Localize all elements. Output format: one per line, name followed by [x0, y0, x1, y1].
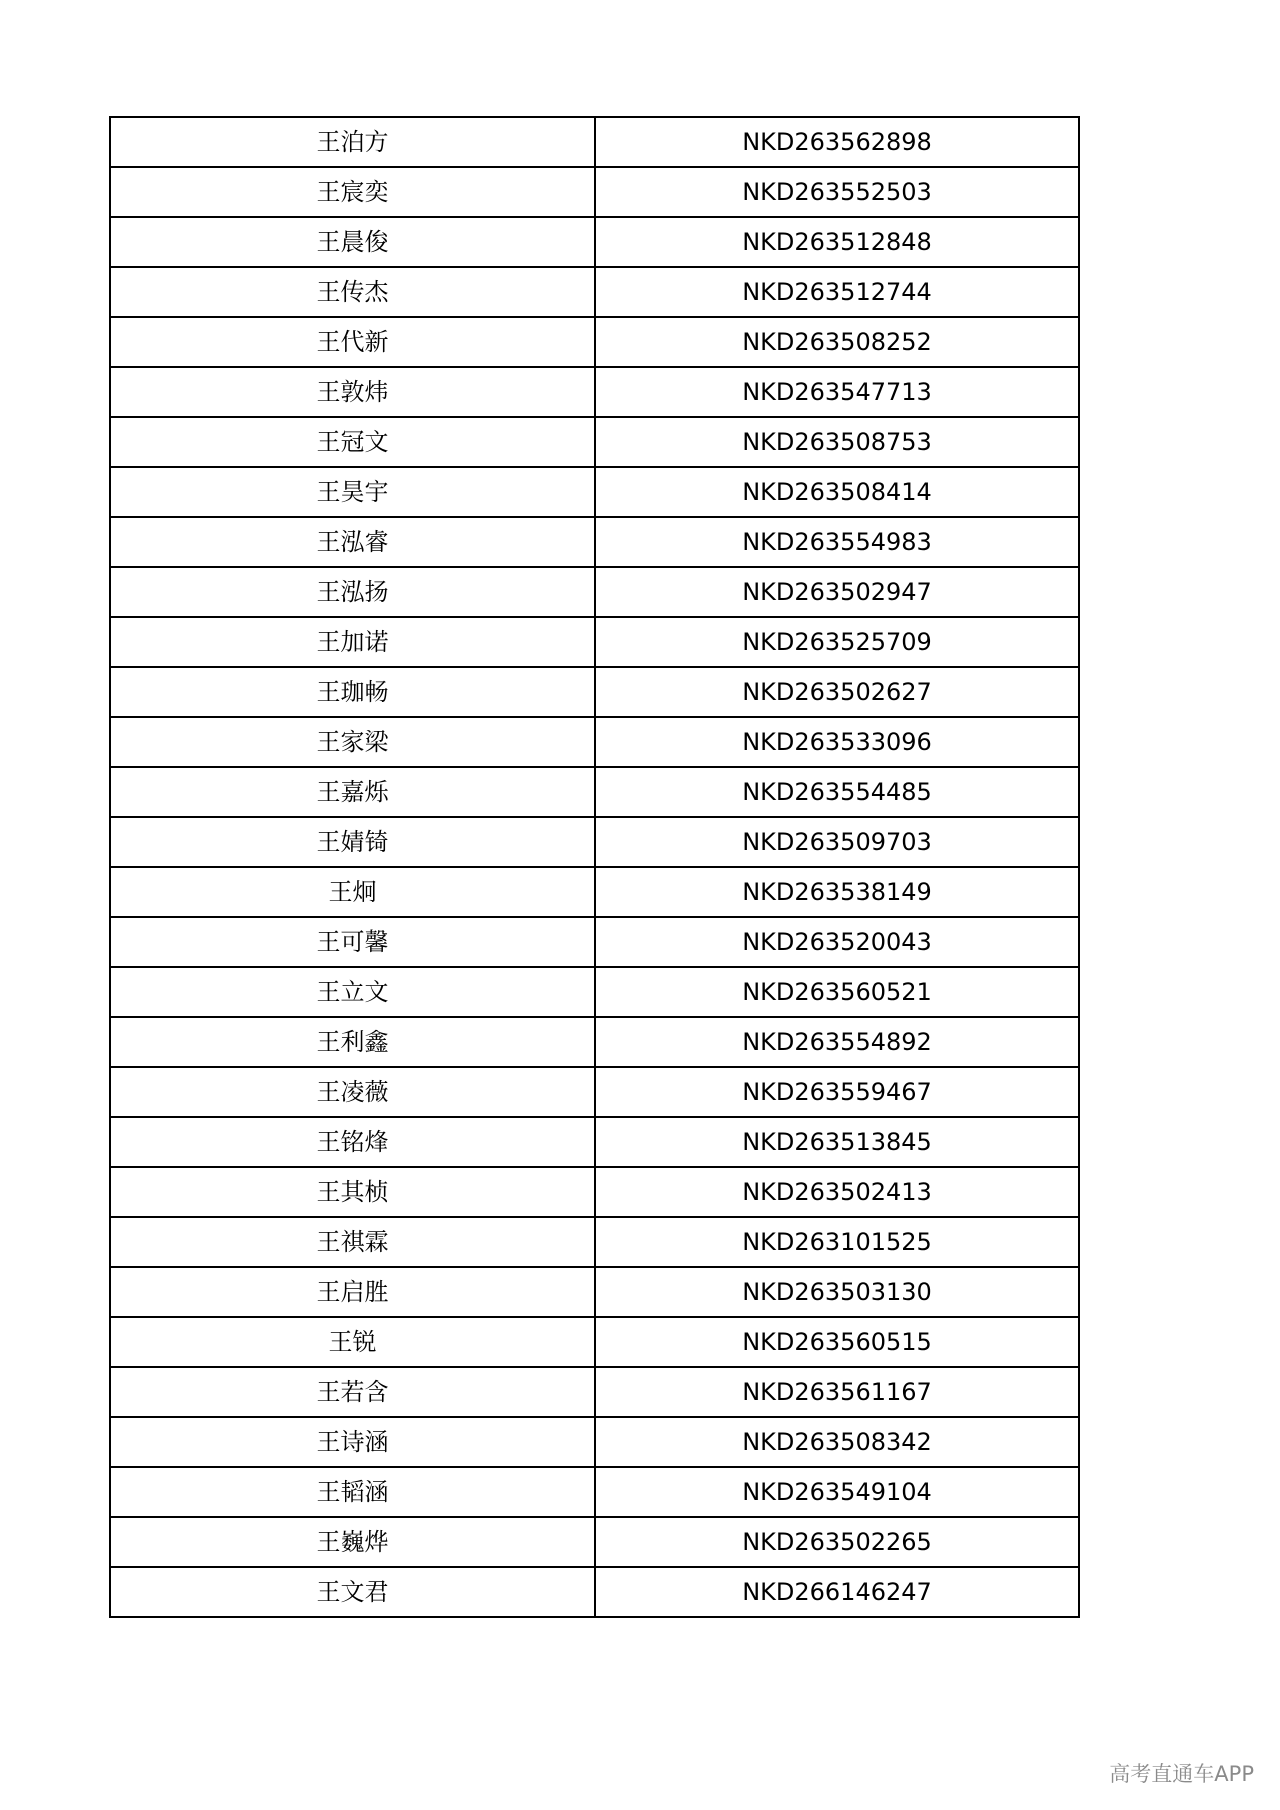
id-cell: NKD263554485 [595, 767, 1079, 817]
table-row [110, 467, 1079, 517]
id-cell: NKD263508753 [595, 417, 1079, 467]
table-row [110, 267, 1079, 317]
name-cell: 王晨俊 [110, 217, 595, 267]
id-cell: NKD263508414 [595, 467, 1079, 517]
id-cell: NKD263554892 [595, 1017, 1079, 1067]
name-cell: 王家梁 [110, 717, 595, 767]
id-cell: NKD263547713 [595, 367, 1079, 417]
id-cell: NKD263509703 [595, 817, 1079, 867]
name-cell: 王敦炜 [110, 367, 595, 417]
name-cell: 王文君 [110, 1567, 595, 1617]
table-row [110, 1167, 1079, 1217]
id-cell: NKD263508342 [595, 1417, 1079, 1467]
roster-table [109, 116, 1080, 1618]
table-row [110, 867, 1079, 917]
table-row [110, 967, 1079, 1017]
id-cell: NKD263512744 [595, 267, 1079, 317]
id-cell: NKD266146247 [595, 1567, 1079, 1617]
table-row [110, 1567, 1079, 1617]
table-row [110, 367, 1079, 417]
id-cell: NKD263560521 [595, 967, 1079, 1017]
table-row [110, 617, 1079, 667]
table-row [110, 517, 1079, 567]
id-cell: NKD263520043 [595, 917, 1079, 967]
id-cell: NKD263502265 [595, 1517, 1079, 1567]
table-row [110, 1317, 1079, 1367]
name-cell: 王韬涵 [110, 1467, 595, 1517]
id-cell: NKD263502627 [595, 667, 1079, 717]
id-cell: NKD263552503 [595, 167, 1079, 217]
id-cell: NKD263502947 [595, 567, 1079, 617]
name-cell: 王诗涵 [110, 1417, 595, 1467]
name-cell: 王嘉烁 [110, 767, 595, 817]
table-row [110, 1367, 1079, 1417]
id-cell: NKD263561167 [595, 1367, 1079, 1417]
id-cell: NKD263502413 [595, 1167, 1079, 1217]
name-cell: 王昊宇 [110, 467, 595, 517]
table-row [110, 917, 1079, 967]
table-row [110, 167, 1079, 217]
name-cell: 王祺霖 [110, 1217, 595, 1267]
name-cell: 王泊方 [110, 117, 595, 167]
id-cell: NKD263560515 [595, 1317, 1079, 1367]
id-cell: NKD263513845 [595, 1117, 1079, 1167]
table-row [110, 1267, 1079, 1317]
table-row [110, 417, 1079, 467]
table-row [110, 317, 1079, 367]
table-row [110, 667, 1079, 717]
watermark: 高考直通车APP [1109, 1762, 1254, 1786]
name-cell: 王利鑫 [110, 1017, 595, 1067]
table-row [110, 717, 1079, 767]
name-cell: 王其桢 [110, 1167, 595, 1217]
name-cell: 王立文 [110, 967, 595, 1017]
table-row [110, 1467, 1079, 1517]
id-cell: NKD263525709 [595, 617, 1079, 667]
name-cell: 王珈畅 [110, 667, 595, 717]
table-row [110, 567, 1079, 617]
name-cell: 王泓扬 [110, 567, 595, 617]
id-cell: NKD263554983 [595, 517, 1079, 567]
name-cell: 王婧锜 [110, 817, 595, 867]
name-cell: 王炯 [110, 867, 595, 917]
table-row [110, 1017, 1079, 1067]
table-row [110, 1117, 1079, 1167]
id-cell: NKD263538149 [595, 867, 1079, 917]
name-cell: 王加诺 [110, 617, 595, 667]
name-cell: 王宸奕 [110, 167, 595, 217]
id-cell: NKD263559467 [595, 1067, 1079, 1117]
id-cell: NKD263508252 [595, 317, 1079, 367]
table-row [110, 767, 1079, 817]
table-row [110, 1517, 1079, 1567]
table-row [110, 817, 1079, 867]
name-cell: 王可馨 [110, 917, 595, 967]
name-cell: 王泓睿 [110, 517, 595, 567]
roster-body [110, 117, 1079, 1617]
table-row [110, 217, 1079, 267]
id-cell: NKD263503130 [595, 1267, 1079, 1317]
name-cell: 王巍烨 [110, 1517, 595, 1567]
name-cell: 王凌薇 [110, 1067, 595, 1117]
name-cell: 王传杰 [110, 267, 595, 317]
table-row [110, 1417, 1079, 1467]
name-cell: 王冠文 [110, 417, 595, 467]
table-row [110, 117, 1079, 167]
name-cell: 王若含 [110, 1367, 595, 1417]
name-cell: 王启胜 [110, 1267, 595, 1317]
name-cell: 王代新 [110, 317, 595, 367]
name-cell: 王铭烽 [110, 1117, 595, 1167]
name-cell: 王锐 [110, 1317, 595, 1367]
table-row [110, 1067, 1079, 1117]
table-row [110, 1217, 1079, 1267]
id-cell: NKD263101525 [595, 1217, 1079, 1267]
id-cell: NKD263562898 [595, 117, 1079, 167]
id-cell: NKD263512848 [595, 217, 1079, 267]
id-cell: NKD263533096 [595, 717, 1079, 767]
id-cell: NKD263549104 [595, 1467, 1079, 1517]
